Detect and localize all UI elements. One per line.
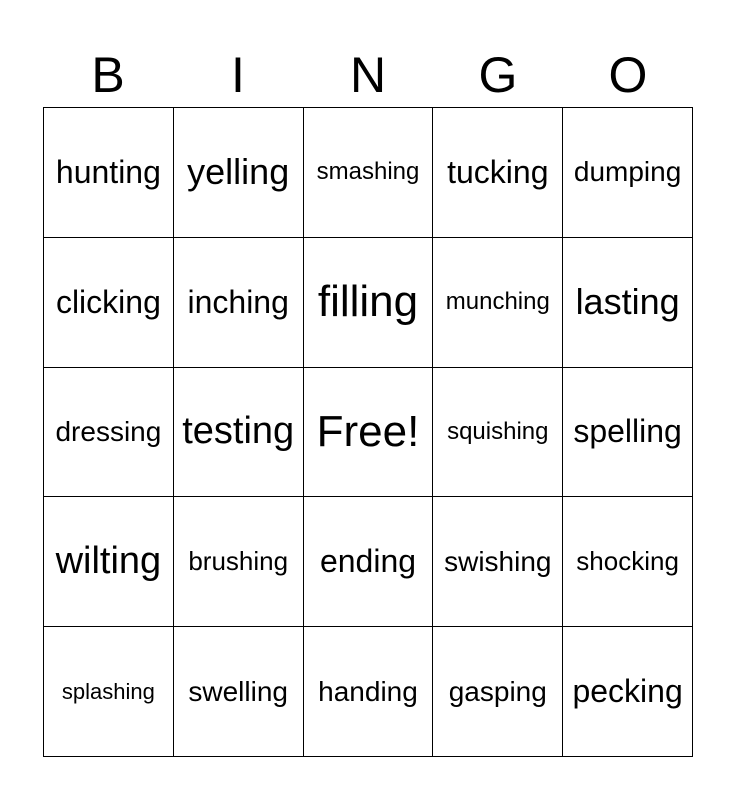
cell-word: shocking bbox=[576, 546, 679, 577]
cell-word: gasping bbox=[448, 675, 547, 707]
cell-word: handing bbox=[318, 675, 418, 707]
cell-word: tucking bbox=[447, 153, 549, 190]
header-letter-b: B bbox=[91, 47, 125, 103]
bingo-cell bbox=[563, 627, 693, 757]
bingo-cell bbox=[174, 238, 304, 368]
bingo-cell bbox=[44, 238, 174, 368]
cell-word: pecking bbox=[572, 673, 683, 710]
bingo-cell bbox=[433, 497, 563, 627]
bingo-board bbox=[43, 107, 693, 757]
bingo-cell bbox=[174, 627, 304, 757]
cell-word: swishing bbox=[444, 545, 552, 577]
cell-word: filling bbox=[317, 277, 419, 327]
cell-word: swelling bbox=[188, 675, 288, 707]
cell-word: squishing bbox=[447, 417, 549, 445]
bingo-cell bbox=[44, 108, 174, 238]
cell-word: hunting bbox=[55, 153, 161, 190]
bingo-free-cell bbox=[304, 368, 434, 498]
cell-word: dumping bbox=[573, 156, 682, 188]
bingo-cell bbox=[44, 627, 174, 757]
bingo-cell bbox=[563, 108, 693, 238]
cell-word: brushing bbox=[188, 546, 289, 577]
header-letter-n: N bbox=[349, 47, 387, 103]
bingo-cell bbox=[304, 108, 434, 238]
cell-word: smashing bbox=[316, 158, 420, 186]
bingo-cell bbox=[563, 497, 693, 627]
bingo-cell bbox=[433, 368, 563, 498]
bingo-cell bbox=[304, 238, 434, 368]
bingo-cell bbox=[433, 627, 563, 757]
cell-word: yelling bbox=[187, 151, 290, 193]
cell-word: spelling bbox=[573, 413, 682, 450]
bingo-cell bbox=[304, 627, 434, 757]
header-letter-i: I bbox=[231, 47, 245, 103]
bingo-cell bbox=[44, 368, 174, 498]
cell-word: splashing bbox=[61, 678, 155, 704]
bingo-cell bbox=[174, 368, 304, 498]
header-letter-g: G bbox=[478, 47, 518, 103]
bingo-cell bbox=[44, 497, 174, 627]
bingo-cell bbox=[304, 497, 434, 627]
free-space-label: Free! bbox=[316, 406, 420, 456]
bingo-cell bbox=[563, 238, 693, 368]
cell-word: munching bbox=[445, 288, 550, 316]
bingo-header bbox=[43, 44, 693, 106]
cell-word: lasting bbox=[575, 281, 680, 323]
cell-word: wilting bbox=[55, 540, 162, 583]
cell-word: testing bbox=[182, 410, 295, 453]
bingo-cell bbox=[174, 108, 304, 238]
header-letter-o: O bbox=[608, 47, 648, 103]
cell-word: dressing bbox=[55, 415, 162, 447]
bingo-cell bbox=[433, 238, 563, 368]
bingo-cell bbox=[433, 108, 563, 238]
bingo-cell bbox=[563, 368, 693, 498]
cell-word: ending bbox=[319, 543, 417, 580]
cell-word: inching bbox=[187, 283, 289, 320]
cell-word: clicking bbox=[55, 283, 161, 320]
bingo-cell bbox=[174, 497, 304, 627]
